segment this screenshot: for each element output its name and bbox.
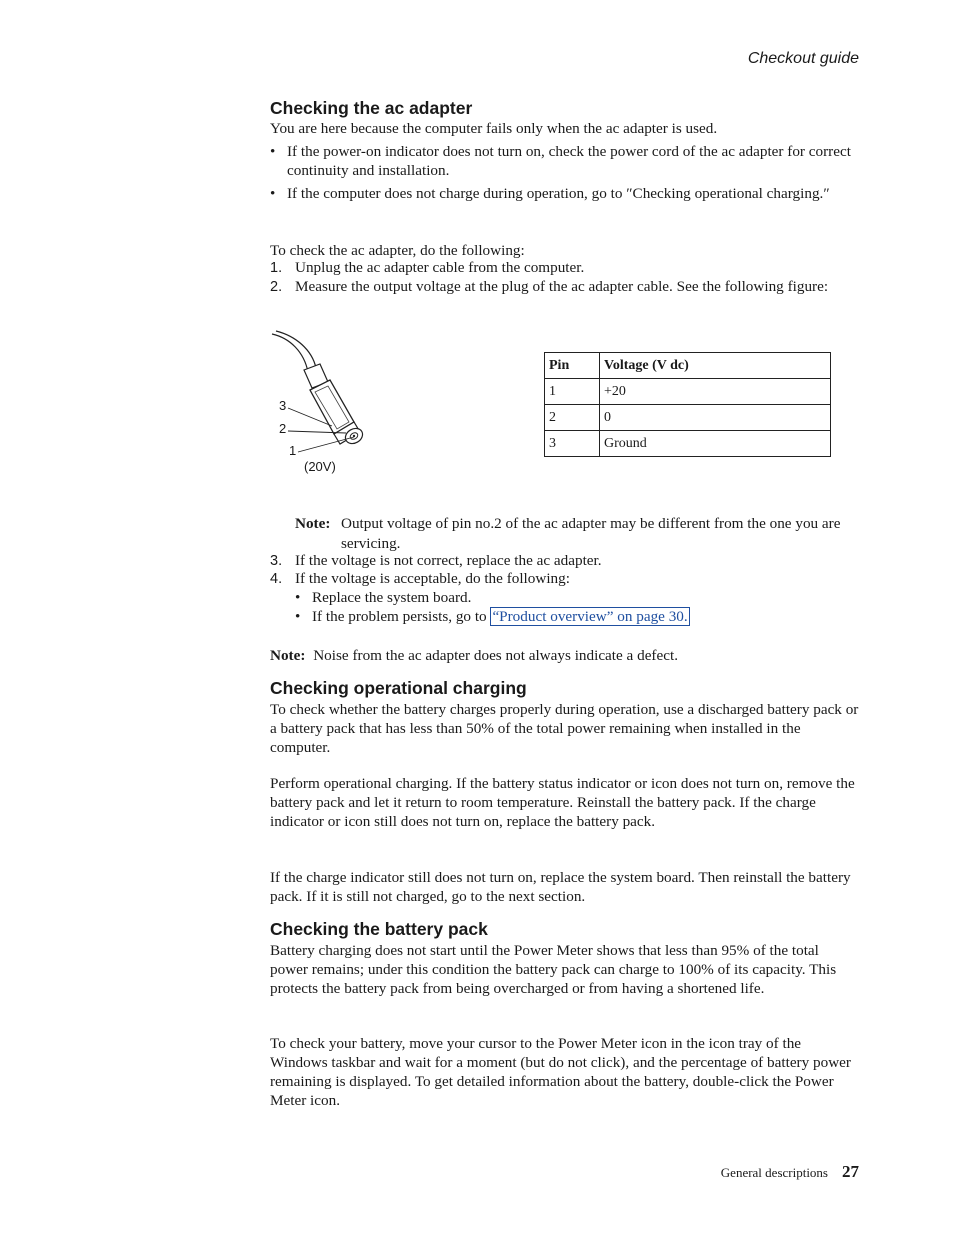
list-item [295, 608, 855, 627]
table-cell: +20 [600, 379, 831, 405]
bullet-icon: • [270, 143, 276, 160]
page-number: 27 [842, 1162, 859, 1181]
step-item [270, 552, 860, 571]
pin-label-2: 2 [279, 421, 287, 436]
bullet-text [312, 608, 855, 627]
ac-adapter-intro: You are here because the computer fails only when the ac adapter is used. [270, 120, 718, 137]
table-row [545, 431, 831, 457]
section-heading-operational-charging: Checking operational charging [270, 678, 527, 698]
voltage-label: (20V) [304, 459, 336, 474]
table-cell: 2 [545, 405, 600, 431]
bullet-text: If the computer does not charge during operation, go to ″Checking operational charging.″ [287, 185, 830, 202]
procedure-intro: To check the ac adapter, do the following: [270, 242, 525, 259]
note-label: Note: [295, 515, 331, 532]
bullet-text-prefix: If the problem persists, go to [312, 608, 491, 625]
step-text: Unplug the ac adapter cable from the computer. [295, 259, 585, 276]
bullet-icon: • [295, 589, 301, 606]
pin-label-3: 3 [279, 398, 287, 413]
section-heading-battery-pack: Checking the battery pack [270, 919, 488, 939]
list-item [295, 589, 855, 608]
table-cell: 1 [545, 379, 600, 405]
step-item [270, 278, 860, 297]
note-text: Noise from the ac adapter does not always indicate a defect. [313, 647, 678, 664]
table-row [545, 379, 831, 405]
footer-section-name: General descriptions [720, 1165, 828, 1180]
page-footer [721, 1162, 859, 1182]
bullet-icon: • [270, 185, 276, 202]
section-heading-ac-adapter: Checking the ac adapter [270, 98, 473, 118]
table-cell: Ground [600, 431, 831, 457]
note-label: Note: [270, 647, 306, 664]
paragraph: If the charge indicator still does not turn on, replace the system board. Then reinstall the battery pack. If it is still not charged, go to the next section. [270, 869, 851, 905]
pin-voltage-table [544, 352, 831, 457]
note-block [270, 646, 860, 665]
step-number: 1. [270, 260, 283, 276]
note-block [295, 514, 855, 553]
bullet-text: Replace the system board. [312, 589, 472, 606]
paragraph: To check your battery, move your cursor to the Power Meter icon in the icon tray of the Windows taskbar and wait for a moment (but do not click), and the percentage of battery power remaining is displayed. To get detailed information about the battery, double-click the Power Meter icon. [270, 1035, 851, 1109]
step-number: 4. [270, 571, 283, 587]
bullet-icon: • [295, 608, 301, 625]
table-row [545, 405, 831, 431]
table-header-cell: Pin [545, 353, 600, 379]
step-item [270, 259, 860, 278]
table-cell: 3 [545, 431, 600, 457]
step-number: 2. [270, 279, 283, 295]
step-text: If the voltage is acceptable, do the following: [295, 570, 570, 587]
table-header-cell: Voltage (V dc) [600, 353, 831, 379]
list-item [270, 143, 860, 180]
step-text: Measure the output voltage at the plug of the ac adapter cable. See the following figure: [295, 278, 829, 295]
running-header: Checkout guide [747, 50, 859, 67]
paragraph: Battery charging does not start until the Power Meter shows that less than 95% of the total power remains; under this condition the battery pack can charge to 100% of its capacity. This protects the battery pack from being overcharged or from having a shortened life. [270, 942, 837, 997]
list-item [270, 185, 860, 204]
paragraph: Perform operational charging. If the battery status indicator or icon does not turn on, remove the battery pack and let it return to room temperature. Reinstall the battery pack. If the charge indicator or icon still does not turn on, replace the battery pack. [270, 775, 855, 830]
pin-label-1: 1 [289, 443, 297, 458]
paragraph: To check whether the battery charges properly during operation, use a discharged battery pack or a battery pack that has less than 50% of the total power remaining when installed in the computer. [270, 701, 859, 756]
step-item [270, 570, 860, 589]
ac-adapter-plug-figure [270, 330, 380, 480]
product-overview-link[interactable]: “Product overview” on page 30. [492, 608, 688, 625]
table-header-row [545, 353, 831, 379]
table-cell: 0 [600, 405, 831, 431]
step-text: If the voltage is not correct, replace the ac adapter. [295, 552, 602, 569]
note-text: Output voltage of pin no.2 of the ac adapter may be different from the one you are servicing. [341, 515, 841, 552]
bullet-text: If the power-on indicator does not turn on, check the power cord of the ac adapter for correct continuity and installation. [287, 143, 851, 179]
step-number: 3. [270, 553, 283, 569]
